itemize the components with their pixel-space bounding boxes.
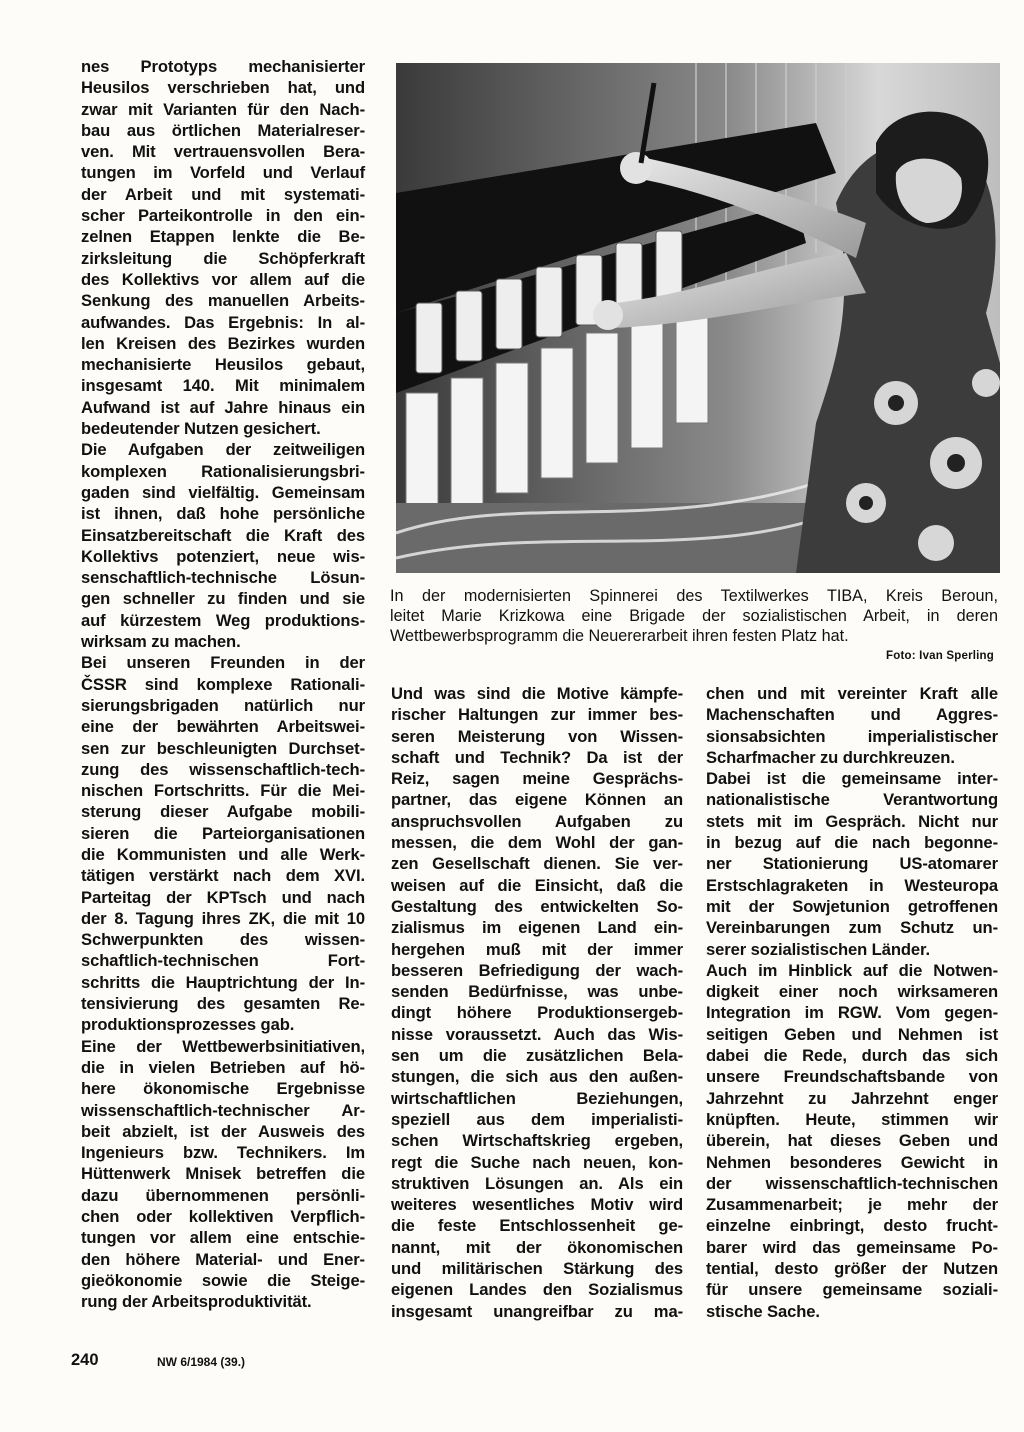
- text-line: sen zur beschleunigten Durchset-: [81, 738, 365, 758]
- text-line: aufwandes. Das Ergebnis: In al-: [81, 312, 365, 332]
- text-line: mechanisierte Heusilos gebaut,: [81, 355, 365, 375]
- text-line: mit der Sowjetunion getroffenen: [706, 896, 998, 916]
- text-line: Reiz, sagen meine Gesprächs-: [391, 769, 683, 789]
- text-line: Parteitag der KPTsch und nach: [81, 887, 365, 907]
- text-line: zen Gesellschaft dienen. Sie ver-: [391, 854, 683, 874]
- text-line: die feste Entschlossenheit ge-: [391, 1216, 683, 1236]
- text-line: der 8. Tagung ihres ZK, die mit 10: [81, 908, 365, 928]
- text-line: Kollektivs potenziert, neue wis-: [81, 546, 365, 566]
- text-line: dabei die Rede, durch das sich: [706, 1046, 998, 1066]
- text-line: eine der bewährten Arbeitswei-: [81, 717, 365, 737]
- photo-credit: Foto: Ivan Sperling: [886, 650, 994, 662]
- text-line: weiteres wesentliches Motiv wird: [391, 1195, 683, 1215]
- text-line: Integration im RGW. Vom gegen-: [706, 1003, 998, 1023]
- text-line: einzelne einbringt, desto frucht-: [706, 1216, 998, 1236]
- text-line: in bezug auf die nach begonne-: [706, 833, 998, 853]
- text-line: Eine der Wettbewerbsinitiativen,: [81, 1036, 365, 1056]
- photo-caption: [390, 586, 998, 646]
- text-line: knüpften. Heute, stimmen wir: [706, 1109, 998, 1129]
- text-line: bedeutender Nutzen gesichert.: [81, 419, 321, 439]
- caption-line: leitet Marie Krizkowa eine Brigade der sozialistischen Arbeit, in deren: [390, 607, 998, 625]
- text-line: zirksleitung die Schöpferkraft: [81, 248, 365, 268]
- text-line: tential, desto größer der Nutzen: [706, 1259, 998, 1279]
- text-line: überein, hat dieses Geben und: [706, 1131, 998, 1151]
- text-line: dazu übernommenen persönli-: [81, 1185, 365, 1205]
- text-line: Und was sind die Motive kämpfe-: [391, 684, 683, 703]
- text-line: Nehmen besonderes Gewicht in: [706, 1152, 998, 1172]
- caption-line: In der modernisierten Spinnerei des Textilwerkes TIBA, Kreis Beroun,: [390, 587, 998, 605]
- text-line: schaft und Technik? Da ist der: [391, 747, 683, 767]
- text-line: tensivierung des gesamten Re-: [81, 994, 365, 1014]
- spinning-mill-photo: [396, 63, 1000, 573]
- text-line: regt die Suche nach neuen, kon-: [391, 1152, 683, 1172]
- text-line: Jahrzehnt zu Jahrzehnt enger: [706, 1088, 998, 1108]
- text-line: Bei unseren Freunden in der: [81, 653, 365, 673]
- text-line: des Kollektivs vor allem auf die: [81, 269, 365, 289]
- text-line: eigenen Landes den Sozialismus: [391, 1280, 683, 1300]
- text-line: den höhere Material- und Ener-: [81, 1249, 365, 1269]
- text-line: Ingenieurs bzw. Technikers. Im: [81, 1143, 365, 1163]
- text-line: Senkung des manuellen Arbeits-: [81, 291, 365, 311]
- text-line: anspruchsvollen Aufgaben zu: [391, 811, 683, 831]
- text-line: struktiven Lösungen an. Als ein: [391, 1173, 683, 1193]
- text-line: Gestaltung des entwickelten So-: [391, 896, 683, 916]
- text-line: zwar mit Varianten für den Nach-: [81, 99, 365, 119]
- text-line: rischer Haltungen zur immer bes-: [391, 705, 683, 725]
- text-line: Einsatzbereitschaft die Kraft des: [81, 525, 365, 545]
- text-line: messen, die dem Wohl der gan-: [391, 833, 683, 853]
- issue-reference: NW 6/1984 (39.): [157, 1355, 246, 1369]
- text-line: chen und mit vereinter Kraft alle: [706, 684, 998, 703]
- caption-line: Wettbewerbsprogramm die Neuererarbeit ihren festen Platz hat.: [390, 627, 849, 645]
- text-line: besseren Befriedigung der wach-: [391, 960, 683, 980]
- text-line: Die Aufgaben der zeitweiligen: [81, 440, 365, 460]
- text-line: dingt höhere Produktionsergeb-: [391, 1003, 683, 1023]
- text-line: seren Meisterung von Wissen-: [391, 726, 683, 746]
- text-line: sieren die Parteiorganisationen: [81, 823, 365, 843]
- article-column-right: [706, 683, 998, 1322]
- text-line: nannt, mit der ökonomischen: [391, 1237, 683, 1257]
- text-line: insgesamt unangreifbar zu ma-: [391, 1301, 683, 1321]
- text-line: scher Parteikontrolle in den ein-: [81, 206, 365, 226]
- text-line: Erstschlagraketen in Westeuropa: [706, 875, 998, 895]
- text-line: schen Wirtschaftskrieg ergeben,: [391, 1131, 683, 1151]
- text-line: Zusammenarbeit; je mehr der: [706, 1195, 998, 1215]
- text-line: bau aus örtlichen Materialreser-: [81, 120, 365, 140]
- text-line: gieökonomie sowie die Steige-: [81, 1270, 365, 1290]
- text-line: chen oder kollektiven Verpflich-: [81, 1207, 365, 1227]
- text-line: here ökonomische Ergebnisse: [81, 1079, 365, 1099]
- text-line: ven. Mit vertrauensvollen Bera-: [81, 142, 365, 162]
- text-line: und militärischen Stärkung des: [391, 1259, 683, 1279]
- text-line: die Kommunisten und alle Werk-: [81, 844, 365, 864]
- text-line: senschaftlich-technische Lösun-: [81, 568, 365, 588]
- page-number: 240: [71, 1351, 99, 1369]
- text-line: gen schneller zu finden und sie: [81, 589, 365, 609]
- text-line: produktionsprozesses gab.: [81, 1015, 295, 1035]
- text-line: insgesamt 140. Mit minimalem: [81, 376, 365, 396]
- text-line: hergehen muß mit der immer: [391, 939, 683, 959]
- article-column-middle: [391, 683, 683, 1322]
- text-line: ner Stationierung US-atomarer: [706, 854, 998, 874]
- text-line: schritts die Hauptrichtung der In-: [81, 972, 365, 992]
- text-line: rung der Arbeitsproduktivität.: [81, 1292, 312, 1312]
- text-line: serer sozialistischen Länder.: [706, 939, 930, 959]
- text-line: wirksam zu machen.: [81, 632, 241, 652]
- text-line: der wissenschaftlich-technischen: [706, 1173, 998, 1193]
- text-line: speziell aus dem imperialisti-: [391, 1109, 683, 1129]
- text-line: zialismus im eigenen Land ein-: [391, 918, 683, 938]
- text-line: schaftlich-technischen Fort-: [81, 951, 365, 971]
- text-line: beit abzielt, ist der Ausweis des: [81, 1121, 365, 1141]
- text-line: digkeit einer noch wirksameren: [706, 982, 998, 1002]
- text-line: nationalistische Verantwortung: [706, 790, 998, 810]
- text-line: Aufwand ist auf Jahre hinaus ein: [81, 397, 365, 417]
- text-line: wissenschaftlich-technischer Ar-: [81, 1100, 365, 1120]
- text-line: nes Prototyps mechanisierter: [81, 57, 365, 76]
- text-line: Auch im Hinblick auf die Notwen-: [706, 960, 998, 980]
- text-line: nischen Fortschritts. Für die Mei-: [81, 781, 365, 801]
- text-line: für unsere gemeinsame soziali-: [706, 1280, 998, 1300]
- article-column-left: [81, 56, 365, 1313]
- text-line: ČSSR sind komplexe Rationali-: [81, 674, 365, 694]
- text-line: len Kreisen des Bezirkes wurden: [81, 333, 365, 353]
- text-line: Schwerpunkten des wissen-: [81, 930, 365, 950]
- text-line: Hüttenwerk Mnisek betreffen die: [81, 1164, 365, 1184]
- text-line: sterung dieser Aufgabe mobili-: [81, 802, 365, 822]
- text-line: sierungsbrigaden natürlich nur: [81, 695, 365, 715]
- text-line: der Arbeit und mit systemati-: [81, 184, 365, 204]
- text-line: zelnen Etappen lenkte die Be-: [81, 227, 365, 247]
- text-line: die in vielen Betrieben auf hö-: [81, 1057, 365, 1077]
- text-line: stets mit im Gespräch. Nicht nur: [706, 811, 998, 831]
- text-line: auf kürzestem Weg produktions-: [81, 610, 365, 630]
- text-line: partner, das eigene Können an: [391, 790, 683, 810]
- text-line: tätigen verstärkt nach dem XVI.: [81, 866, 365, 886]
- text-line: wirtschaftlichen Beziehungen,: [391, 1088, 683, 1108]
- text-line: unsere Freundschaftsbande von: [706, 1067, 998, 1087]
- text-line: Scharfmacher zu durchkreuzen.: [706, 747, 955, 767]
- text-line: zung des wissenschaftlich-tech-: [81, 759, 365, 779]
- text-line: komplexen Rationalisierungsbri-: [81, 461, 365, 481]
- text-line: Machenschaften und Aggres-: [706, 705, 998, 725]
- text-line: nisse voraussetzt. Auch das Wis-: [391, 1024, 683, 1044]
- text-line: sionsabsichten imperialistischer: [706, 726, 998, 746]
- text-line: weisen auf die Einsicht, daß die: [391, 875, 683, 895]
- text-line: Vereinbarungen zum Schutz un-: [706, 918, 998, 938]
- text-line: tungen vor allem eine entschie-: [81, 1228, 365, 1248]
- text-line: stungen, die sich aus den außen-: [391, 1067, 683, 1087]
- text-line: stische Sache.: [706, 1301, 820, 1321]
- photo-illustration: [396, 63, 1000, 573]
- text-line: gaden sind vielfältig. Gemeinsam: [81, 482, 365, 502]
- text-line: senden Bedürfnisse, was unbe-: [391, 982, 683, 1002]
- text-line: ist ihnen, daß hohe persönliche: [81, 504, 365, 524]
- text-line: Heusilos verschrieben hat, und: [81, 78, 365, 98]
- text-line: seitigen Geben und Nehmen ist: [706, 1024, 998, 1044]
- text-line: tungen im Vorfeld und Verlauf: [81, 163, 365, 183]
- text-line: barer wird das gemeinsame Po-: [706, 1237, 998, 1257]
- text-line: sen um die zusätzlichen Bela-: [391, 1046, 683, 1066]
- text-line: Dabei ist die gemeinsame inter-: [706, 769, 998, 789]
